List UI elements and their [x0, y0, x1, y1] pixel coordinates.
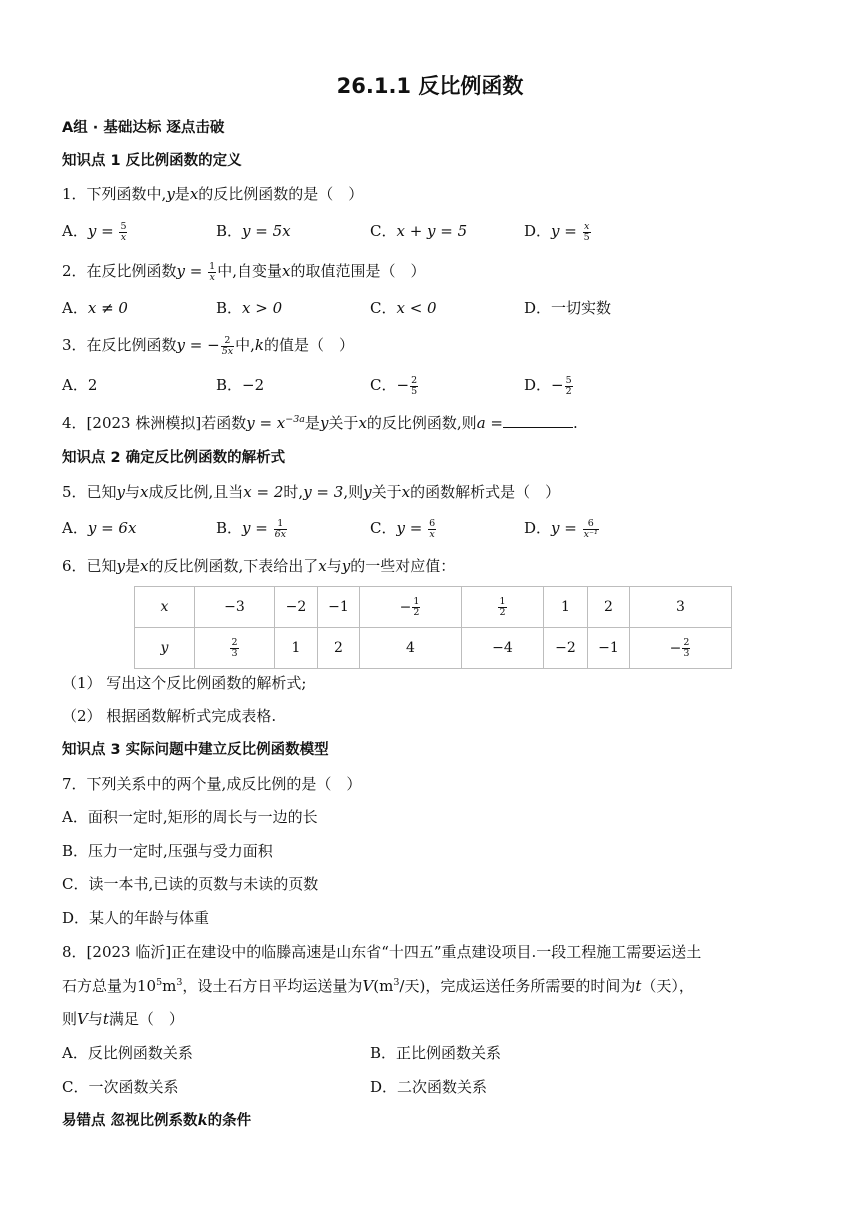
- q2-option-c[interactable]: C．x < 0: [370, 299, 437, 317]
- q1-option-d[interactable]: D．y = $\frac{x}{5}$: [524, 220, 590, 243]
- table-cell-x: 2: [588, 587, 630, 628]
- question-1: 1．下列函数中,y是x的反比例函数的是（ ）: [62, 185, 364, 203]
- q8-option-b[interactable]: B．正比例函数关系: [370, 1044, 502, 1062]
- table-cell-x: −1: [318, 587, 360, 628]
- q8-option-a[interactable]: A．反比例函数关系: [62, 1044, 193, 1062]
- q1-option-b[interactable]: B．y = 5x: [216, 222, 291, 240]
- q1-option-a[interactable]: A．y = $\frac{5}{x}$: [62, 220, 127, 243]
- q3-option-d[interactable]: D．− $\frac{5}{2}$: [524, 374, 572, 397]
- q8-option-c[interactable]: C．一次函数关系: [62, 1078, 179, 1096]
- table-cell-y: −4: [462, 628, 544, 669]
- q6-part-1: （1） 写出这个反比例函数的解析式;: [62, 674, 307, 692]
- table-cell-y: 4: [360, 628, 462, 669]
- q2-option-b[interactable]: B．x > 0: [216, 299, 283, 317]
- table-cell-y: −1: [588, 628, 630, 669]
- q7-option-c[interactable]: C．读一本书,已读的页数与未读的页数: [62, 875, 319, 893]
- page-title: 26.1.1 反比例函数: [336, 74, 524, 98]
- question-2: 2．在反比例函数y = $\frac{1}{x}$ 中,自变量x的取值范围是（ ）: [62, 260, 426, 283]
- group-heading: A组 · 基础达标 逐点击破: [62, 120, 225, 136]
- q7-option-a[interactable]: A．面积一定时,矩形的周长与一边的长: [62, 808, 318, 826]
- table-header-x: x: [135, 587, 195, 628]
- q7-option-b[interactable]: B．压力一定时,压强与受力面积: [62, 842, 273, 860]
- table-cell-x: $\frac{1}{2}$: [462, 587, 544, 628]
- answer-blank[interactable]: [503, 413, 573, 428]
- q5-option-b[interactable]: B．y = $\frac{1}{6x}$: [216, 517, 287, 540]
- q3-option-a[interactable]: A．2: [62, 376, 98, 394]
- table-header-y: y: [135, 628, 195, 669]
- question-4: 4．[2023 株洲模拟]若函数$y = x^{-3a}$是y关于x的反比例函数,则a = .: [62, 414, 578, 432]
- section-heading-4: 易错点 忽视比例系数k的条件: [62, 1112, 252, 1129]
- question-3: 3．在反比例函数y = − $\frac{2}{5x}$ 中,k的值是（ ）: [62, 334, 354, 357]
- value-table: [134, 586, 732, 669]
- q3-option-c[interactable]: C．− $\frac{2}{5}$: [370, 374, 418, 397]
- q5-option-a[interactable]: A．y = 6x: [62, 519, 137, 537]
- section-heading-1: 知识点 1 反比例函数的定义: [62, 153, 242, 169]
- question-8-line-3: 则V与t满足（ ）: [62, 1010, 184, 1028]
- q3-option-b[interactable]: B．−2: [216, 376, 265, 394]
- q6-part-2: （2） 根据函数解析式完成表格.: [62, 707, 277, 725]
- table-row-y: [135, 628, 732, 669]
- q5-option-d[interactable]: D．y = $\frac{6}{\text{x⁻¹}}$: [524, 517, 598, 540]
- q2-option-d[interactable]: D．一切实数: [524, 299, 612, 317]
- q7-option-d[interactable]: D．某人的年龄与体重: [62, 909, 210, 927]
- q1-option-c[interactable]: C．x + y = 5: [370, 222, 468, 240]
- table-cell-x: −2: [275, 587, 318, 628]
- question-5: 5．已知y与x成反比例,且当x = 2时,y = 3,则y关于x的函数解析式是（ ）: [62, 483, 561, 501]
- table-cell-x: 1: [544, 587, 588, 628]
- table-cell-x: 3: [630, 587, 732, 628]
- table-cell-x: −3: [195, 587, 275, 628]
- q2-option-a[interactable]: A．x ≠ 0: [62, 299, 128, 317]
- table-cell-y: −2: [544, 628, 588, 669]
- table-cell-x: − $\frac{1}{2}$: [360, 587, 462, 628]
- question-7: 7．下列关系中的两个量,成反比例的是（ ）: [62, 775, 362, 793]
- question-8-line-2: 石方总量为$10^5m^3$，设土石方日平均运送量为$V(m^3/$天)，完成运送任务所需要的时间为t（天），: [62, 977, 694, 995]
- section-heading-2: 知识点 2 确定反比例函数的解析式: [62, 450, 286, 466]
- table-cell-y: − $\frac{2}{3}$: [630, 628, 732, 669]
- question-6: 6．已知y是x的反比例函数,下表给出了x与y的一些对应值：: [62, 557, 456, 575]
- table-row-x: [135, 587, 732, 628]
- table-cell-y: 1: [275, 628, 318, 669]
- question-8-line-1: 8．[2023 临沂]正在建设中的临滕高速是山东省“十四五”重点建设项目.一段工程施工需要运送土: [62, 943, 702, 961]
- section-heading-3: 知识点 3 实际问题中建立反比例函数模型: [62, 742, 329, 758]
- q8-option-d[interactable]: D．二次函数关系: [370, 1078, 488, 1096]
- table-cell-y: $\frac{2}{3}$: [195, 628, 275, 669]
- q5-option-c[interactable]: C．y = $\frac{6}{x}$: [370, 517, 436, 540]
- table-cell-y: 2: [318, 628, 360, 669]
